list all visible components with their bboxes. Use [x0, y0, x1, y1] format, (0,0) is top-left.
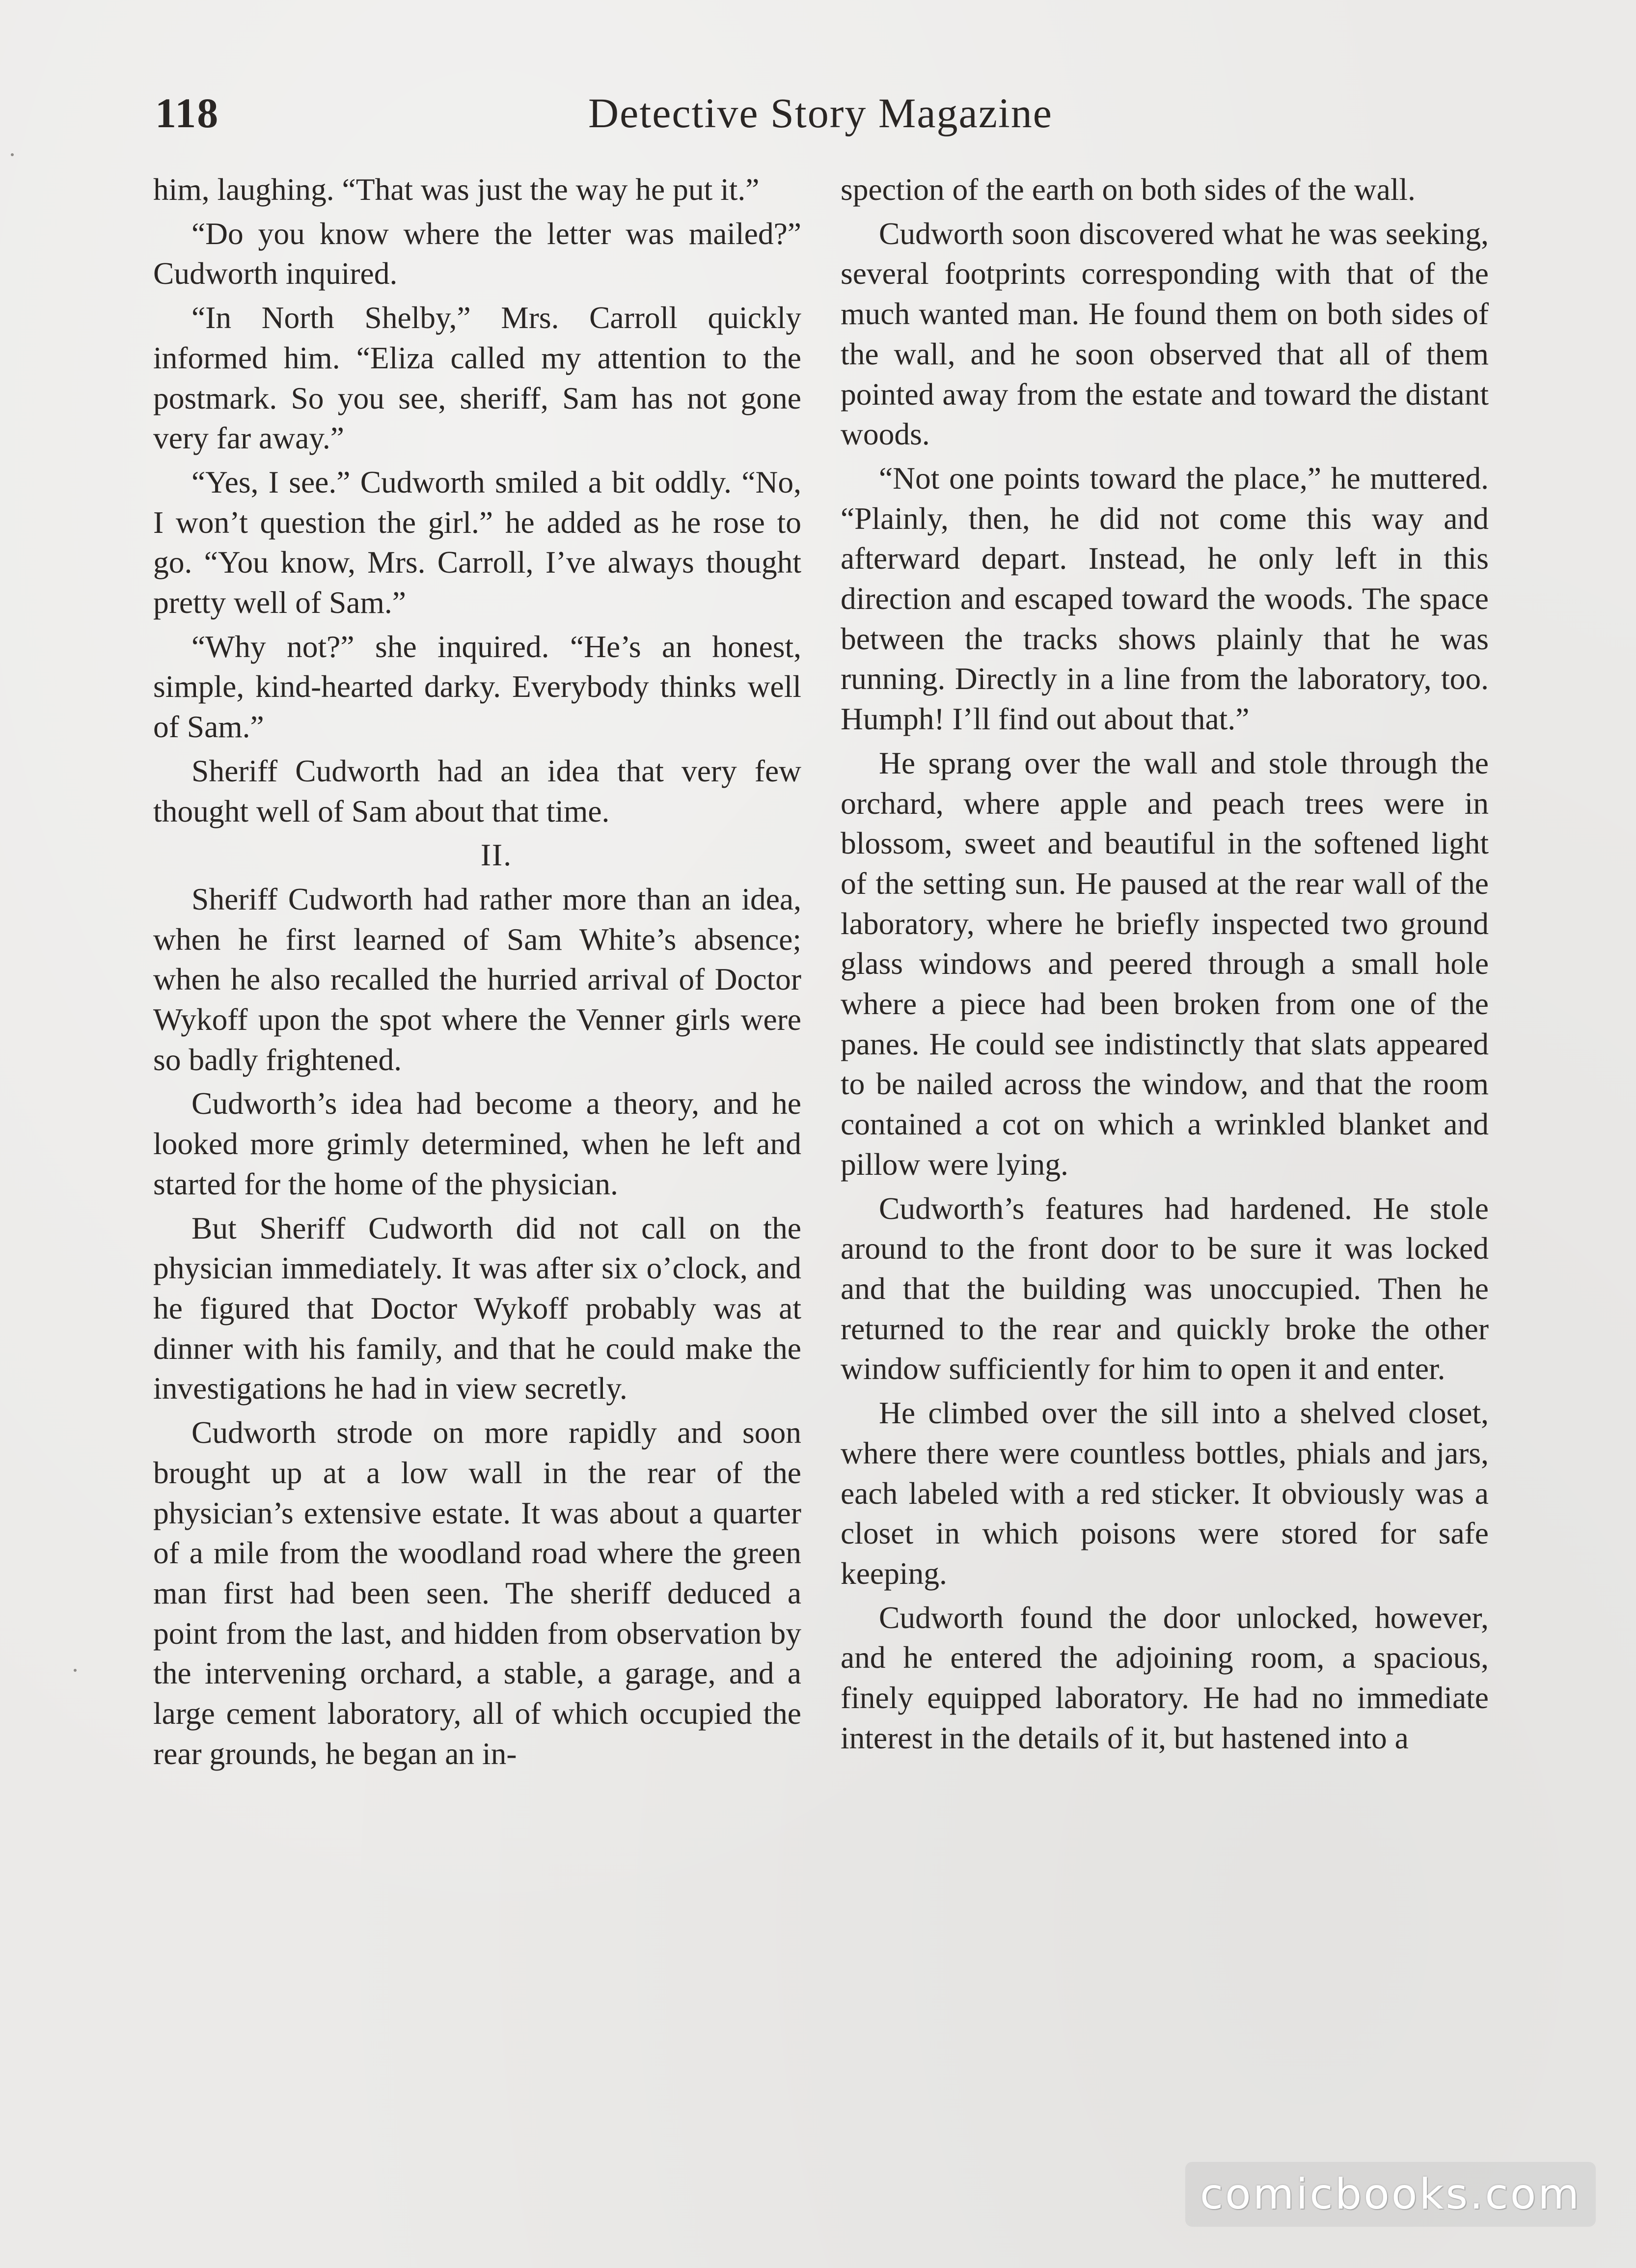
paragraph: him, laughing. “That was just the way he put it.”	[153, 172, 760, 207]
paragraph: Sheriff Cudworth had rather more than an idea, when he first learned of Sam White’s absence; when he also recalled the hurried arrival of Doctor Wykoff upon the spot where the Venner girls were so badly frightened.	[153, 881, 801, 1077]
running-head: Detective Story Magazine	[588, 89, 1053, 137]
paragraph: Cudworth soon discovered what he was seeking, several footprints corresponding with that of the much wanted man. He found them on both sides of the wall, and he soon observed that all of them pointed away from the estate and toward the distant woods.	[841, 216, 1489, 452]
section-heading: II.	[480, 837, 513, 873]
paragraph: Cudworth’s idea had become a theory, and he looked more grimly determined, when he left and started for the home of the physician.	[153, 1086, 801, 1201]
page-header	[155, 88, 1486, 147]
watermark-text: comicbooks.com	[1200, 2170, 1581, 2219]
left-column	[153, 169, 801, 1773]
paragraph: “Why not?” she inquired. “He’s an honest, simple, kind-hearted darky. Everybody thinks well of Sam.”	[153, 629, 801, 745]
paragraph: Cudworth strode on more rapidly and soon brought up at a low wall in the rear of the physician’s extensive estate. It was about a quarter of a mile from the woodland road where the green man first had been seen. The sheriff deduced a point from the last, and hidden from observation by the intervening orchard, a stable, a garage, and a large cement laboratory, all of which occupied the rear grounds, he began an in-	[153, 1415, 801, 1771]
right-column	[841, 169, 1489, 1758]
paragraph: “In North Shelby,” Mrs. Carroll quickly informed him. “Eliza called my attention to the postmark. So you see, sheriff, Sam has not gone very far away.”	[153, 300, 801, 456]
paragraph: Sheriff Cudworth had an idea that very few thought well of Sam about that time.	[153, 753, 801, 829]
paragraph: “Not one points toward the place,” he muttered. “Plainly, then, he did not come this way and afterward depart. Instead, he only left in this direction and escaped toward the woods. The space between the tracks shows plainly that he was running. Directly in a line from the laboratory, too. Humph! I’ll find out about that.”	[841, 460, 1489, 737]
paragraph: spection of the earth on both sides of the wall.	[841, 172, 1416, 207]
paper-speck	[74, 1669, 77, 1672]
paper-speck	[11, 153, 14, 156]
paragraph: “Do you know where the letter was mailed?” Cudworth inquired.	[153, 216, 801, 291]
page-number: 118	[155, 89, 219, 137]
paragraph: “Yes, I see.” Cudworth smiled a bit oddly. “No, I won’t question the girl.” he added as he rose to go. “You know, Mrs. Carroll, I’ve always thought pretty well of Sam.”	[153, 464, 801, 620]
paragraph: Cudworth found the door unlocked, however, and he entered the adjoining room, a spacious, finely equipped laboratory. He had no immediate interest in the details of it, but hastened into a	[841, 1600, 1489, 1755]
paragraph: But Sheriff Cudworth did not call on the physician immediately. It was after six o’clock, and he figured that Doctor Wykoff probably was at dinner with his family, and that he could make the investigations he had in view secretly.	[153, 1210, 801, 1406]
paragraph: He climbed over the sill into a shelved closet, where there were countless bottles, phials and jars, each labeled with a red sticker. It obviously was a closet in which poisons were stored for safe keeping.	[841, 1395, 1489, 1591]
paragraph: He sprang over the wall and stole through the orchard, where apple and peach trees were in blossom, sweet and beautiful in the softened light of the setting sun. He paused at the rear wall of the laboratory, where he briefly inspected two ground glass windows and peered through a small hole where a piece had been broken from one of the panes. He could see indistinctly that slats appeared to be nailed across the window, and that the room contained a cot on which a wrinkled blanket and pillow were lying.	[841, 745, 1489, 1182]
site-watermark	[1185, 2162, 1596, 2227]
paragraph: Cudworth’s features had hardened. He stole around to the front door to be sure it was locked and that the building was unoccupied. Then he returned to the rear and quickly broke the other window sufficiently for him to open it and enter.	[841, 1190, 1489, 1386]
